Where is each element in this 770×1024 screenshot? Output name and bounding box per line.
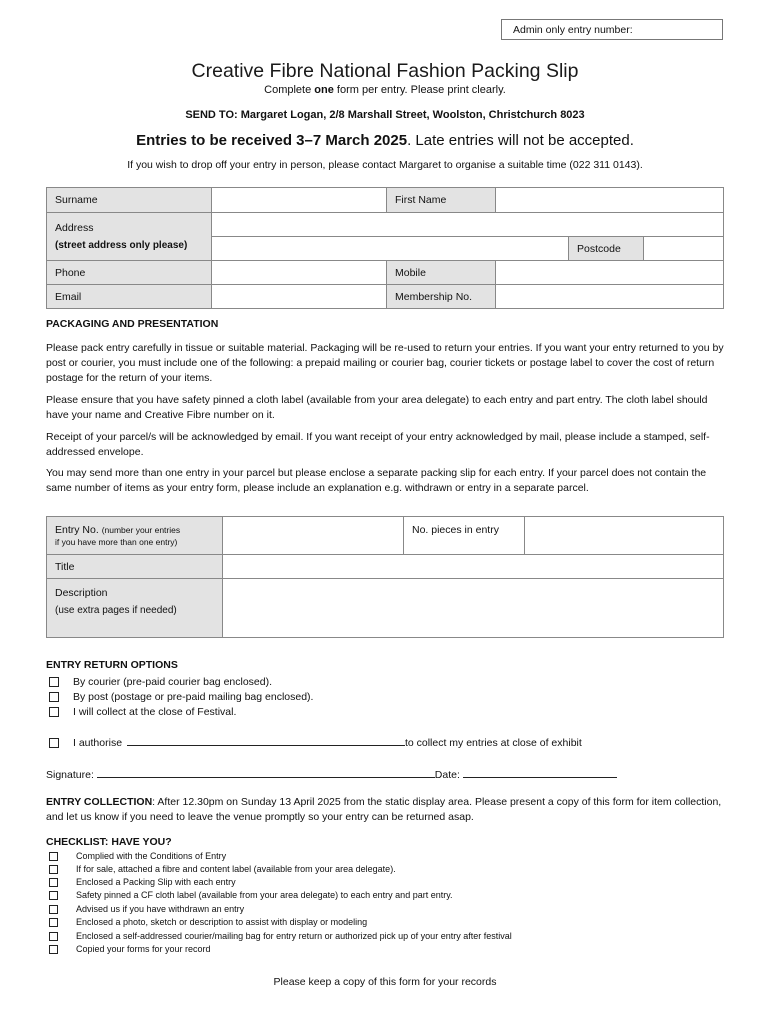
checkbox-icon[interactable] [49, 932, 58, 941]
checklist-item[interactable] [49, 904, 244, 914]
mobile-field[interactable] [496, 261, 724, 285]
return-option-label: By post (postage or pre-paid mailing bag enclosed). [73, 691, 314, 703]
footer-note: Please keep a copy of this form for your records [273, 976, 497, 988]
entry-collection-paragraph [46, 795, 726, 825]
title-field[interactable] [223, 555, 724, 579]
membership-label: Membership No. [387, 285, 496, 309]
deadline-note: . Late entries will not be accepted. [407, 132, 634, 149]
membership-field[interactable] [496, 285, 724, 309]
admin-entry-number-label: Admin only entry number: [513, 24, 633, 36]
signature-label: Signature: [46, 769, 94, 781]
description-label: Description [55, 587, 108, 599]
address-label: Address [55, 221, 94, 234]
return-option-post[interactable] [49, 691, 313, 703]
checkbox-icon[interactable] [49, 707, 59, 717]
checklist-item-label: Enclosed a self-addressed courier/mailing bag for entry return or authorized pick up of your entry after festival [76, 931, 512, 941]
postcode-label: Postcode [569, 237, 644, 261]
email-field[interactable] [212, 285, 387, 309]
description-field[interactable] [223, 579, 724, 638]
entry-number-field[interactable] [223, 517, 404, 555]
checklist-item-label: Copied your forms for your record [76, 944, 211, 954]
description-note: (use extra pages if needed) [55, 605, 177, 616]
first-name-field[interactable] [496, 188, 724, 213]
address-field-line-1[interactable] [212, 213, 724, 237]
first-name-label: First Name [387, 188, 496, 213]
return-option-label: By courier (pre-paid courier bag enclosed). [73, 676, 273, 688]
entry-collection-text: : After 12.30pm on Sunday 13 April 2025 from the static display area. Please present a copy of this form for item collection, and let us know if you need to leave the venue promptly so your entry can be returned asap. [46, 796, 722, 823]
mobile-label: Mobile [387, 261, 496, 285]
surname-field[interactable] [212, 188, 387, 213]
checkbox-icon[interactable] [49, 945, 58, 954]
checklist-item[interactable] [49, 864, 396, 874]
deadline-dates: Entries to be received 3–7 March 2025 [136, 132, 408, 149]
packaging-heading: PACKAGING AND PRESENTATION [46, 318, 219, 330]
return-option-collect[interactable] [49, 706, 236, 718]
checklist-item[interactable] [49, 877, 236, 887]
subtitle-post: form per entry. Please print clearly. [333, 84, 506, 96]
authorise-name-field[interactable] [127, 735, 405, 746]
checkbox-icon[interactable] [49, 677, 59, 687]
subtitle-pre: Complete [264, 84, 315, 96]
return-options-heading: ENTRY RETURN OPTIONS [46, 659, 178, 671]
entry-number-note-1: (number your entries [101, 524, 181, 535]
checklist-item-label: Safety pinned a CF cloth label (available from your area delegate) to each entry and part entry. [76, 890, 453, 900]
checklist-item-label: Enclosed a photo, sketch or description to assist with display or modeling [76, 917, 368, 927]
packaging-paragraph-3: Receipt of your parcel/s will be acknowledged by email. If you want receipt of your entry acknowledged by mail, please include a stamped, self-addressed envelope. [46, 431, 710, 458]
packaging-paragraph-1: Please pack entry carefully in tissue or suitable material. Packaging will be re-used to return your entries. If you want your entry returned to you by post or courier, you must include one of the following: a prepaid mailing or courier bag, courier tickets or postage label to cover the cost of return postage for the return of your items. [46, 342, 724, 384]
authorise-suffix: to collect my entries at close of exhibit [404, 737, 582, 749]
authorise-label: I authorise [73, 737, 123, 749]
entry-number-label-text: Entry No. [55, 523, 99, 536]
signature-line [46, 767, 617, 781]
checklist-item[interactable] [49, 944, 211, 954]
checkbox-icon[interactable] [49, 865, 58, 874]
subtitle [0, 84, 770, 96]
entry-number-note-2: if you have more than one entry) [55, 536, 178, 547]
checklist-item[interactable] [49, 931, 512, 941]
address-note: (street address only please) [55, 239, 188, 251]
checklist-item-label: Enclosed a Packing Slip with each entry [76, 877, 236, 887]
title-label: Title [47, 555, 223, 579]
checkbox-icon[interactable] [49, 918, 58, 927]
checkbox-icon[interactable] [49, 692, 59, 702]
contact-details-table [46, 187, 724, 309]
checkbox-icon[interactable] [49, 852, 58, 861]
checkbox-icon[interactable] [49, 738, 59, 748]
page-title: Creative Fibre National Fashion Packing Slip [191, 60, 579, 82]
return-option-courier[interactable] [49, 676, 272, 688]
subtitle-bold: one [314, 84, 334, 96]
date-label: Date: [434, 769, 460, 781]
phone-field[interactable] [212, 261, 387, 285]
checklist-item[interactable] [49, 917, 367, 927]
surname-label: Surname [47, 188, 212, 213]
deadline [0, 132, 770, 149]
checkbox-icon[interactable] [49, 891, 58, 900]
checklist-item-label: If for sale, attached a fibre and content label (available from your area delegate). [76, 864, 396, 874]
date-field[interactable] [463, 767, 617, 778]
checklist-heading: CHECKLIST: HAVE YOU? [46, 836, 172, 848]
entry-number-label-cell [47, 517, 223, 555]
entry-number-label [55, 524, 214, 536]
packaging-paragraph-2: Please ensure that you have safety pinned a cloth label (available from your area delegate) to each entry and part entry. The cloth label should have your name and Creative Fibre number on it. [46, 394, 708, 421]
description-label-cell [47, 579, 223, 638]
pieces-label: No. pieces in entry [404, 517, 525, 555]
checkbox-icon[interactable] [49, 878, 58, 887]
phone-label: Phone [47, 261, 212, 285]
entry-collection-heading: ENTRY COLLECTION [46, 796, 153, 808]
pieces-field[interactable] [525, 517, 724, 555]
checklist-item-label: Complied with the Conditions of Entry [76, 851, 227, 861]
email-label: Email [47, 285, 212, 309]
checklist-item[interactable] [49, 890, 453, 900]
address-label-cell [47, 213, 212, 261]
packaging-paragraph-4: You may send more than one entry in your parcel but please enclose a separate packing slip for each entry. If your parcel does not contain the same number of items as your entry form, please include an explanation e.g. withdrawn or entry in a separate parcel. [46, 467, 707, 494]
entry-details-table [46, 516, 724, 638]
send-to-address: SEND TO: Margaret Logan, 2/8 Marshall Street, Woolston, Christchurch 8023 [185, 109, 585, 121]
admin-entry-number-box[interactable] [501, 19, 723, 40]
return-option-label: I will collect at the close of Festival. [73, 706, 237, 718]
address-field-line-2[interactable] [212, 237, 569, 261]
signature-field[interactable] [97, 767, 435, 778]
postcode-field[interactable] [644, 237, 724, 261]
authorise-line[interactable] [49, 735, 582, 749]
checkbox-icon[interactable] [49, 905, 58, 914]
dropoff-note: If you wish to drop off your entry in person, please contact Margaret to organise a suitable time (022 311 0143). [127, 159, 643, 171]
checklist-item[interactable] [49, 851, 226, 861]
checklist-item-label: Advised us if you have withdrawn an entry [76, 904, 245, 914]
